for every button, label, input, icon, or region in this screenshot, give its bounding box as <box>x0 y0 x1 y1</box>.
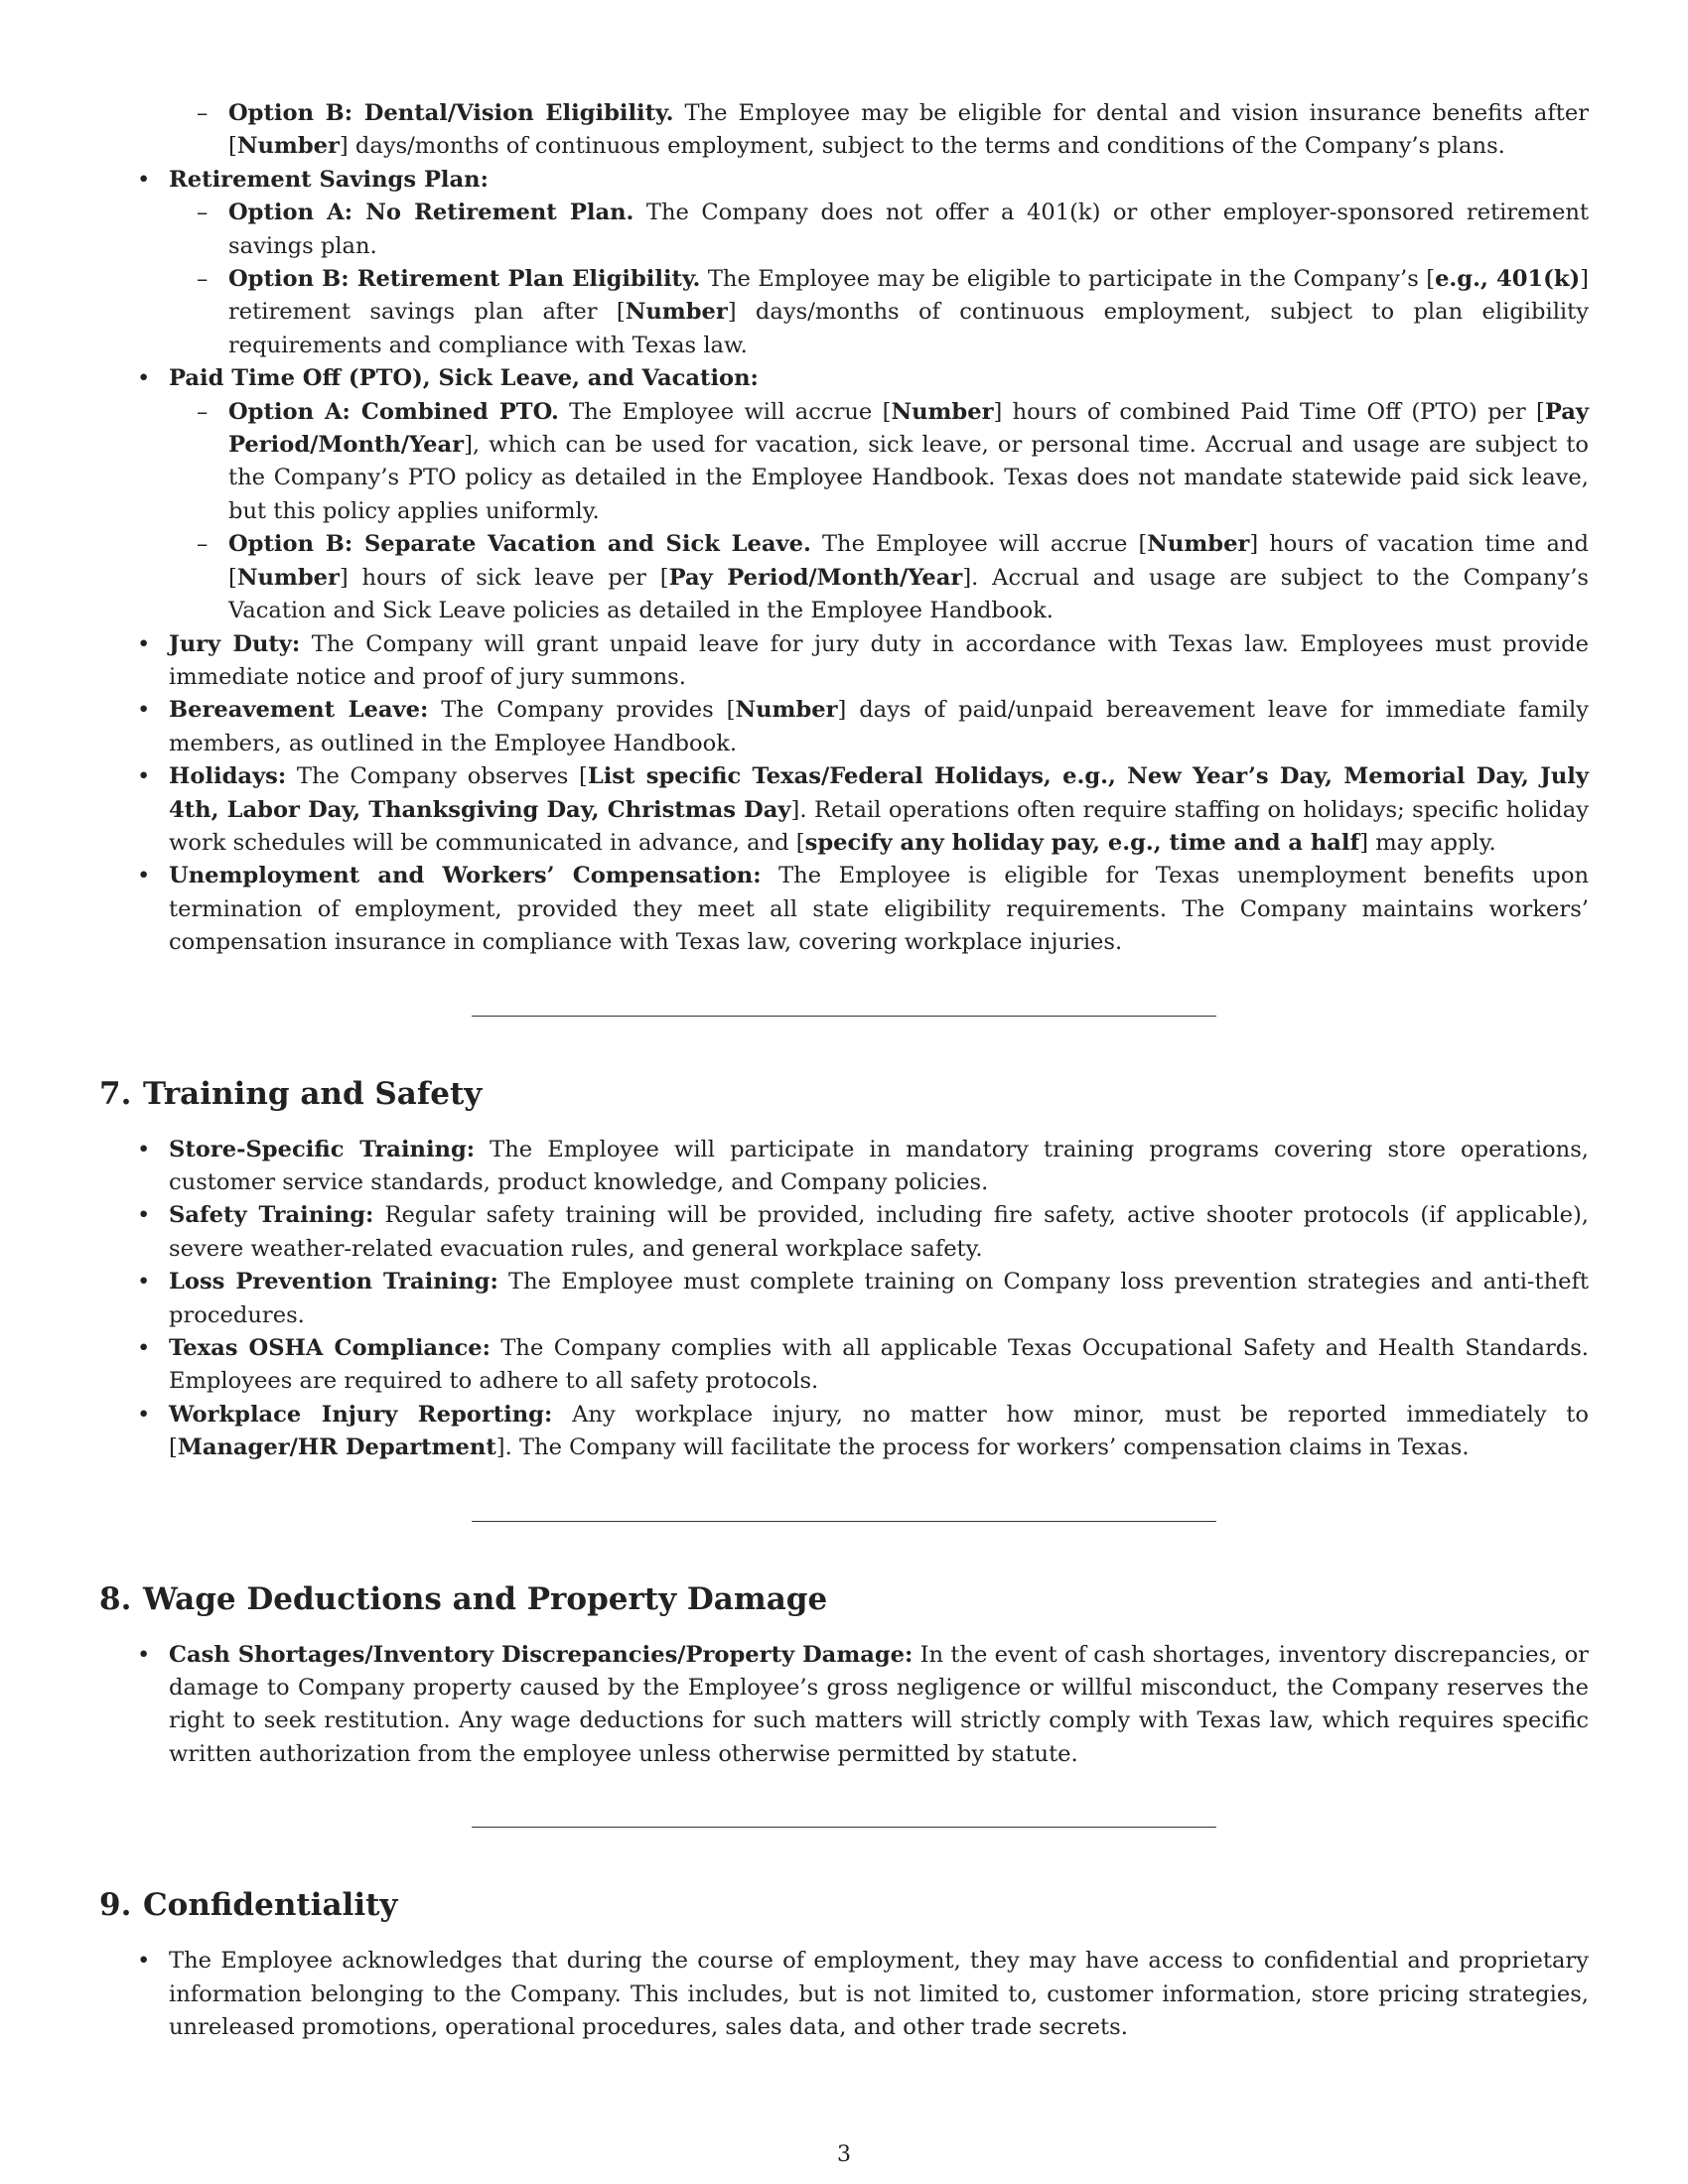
bullet-marker: • <box>137 365 151 392</box>
option-title: Option B: Dental/Vision Eligibility. <box>228 100 674 126</box>
bullet-marker: • <box>137 1641 151 1668</box>
list-item: • The Employee acknowledges that during the course of employment, they may have access to confidential and proprietary information belonging to the Company. This includes, but is not limited to, customer information, store pricing strategies, unreleased promotions, operational procedures, sales data, and other trade secrets. <box>99 1945 1589 2044</box>
jury-duty-item: • Jury Duty: The Company will grant unpaid leave for jury duty in accordance with Texas law. Employees must provide immediate notice and proof of jury summons. <box>99 628 1589 695</box>
bullet-marker: • <box>137 697 151 724</box>
section-divider <box>472 1521 1216 1522</box>
bullet-marker: • <box>137 1948 151 1975</box>
section-number: 7. <box>99 1075 132 1112</box>
placeholder: Pay Period/Month/Year <box>668 564 963 591</box>
placeholder: specify any holiday pay, e.g., time and a half <box>804 829 1360 856</box>
placeholder: Number <box>735 697 838 724</box>
list-item: • Workplace Injury Reporting: Any workplace injury, no matter how minor, must be reported immediately to [Manager/HR Department]. The Company will facilitate the process for workers’ compensation claims in Texas. <box>99 1399 1589 1465</box>
retirement-option-b: – Option B: Retirement Plan Eligibility. The Employee may be eligible to participate in the Company’s [e.g., 401(k)] retirement savings plan after [Number] days/months of continuous employment, subject to plan eligibility requirements and compliance with Texas law. <box>99 263 1589 362</box>
placeholder: Number <box>891 398 994 425</box>
unemployment-item: • Unemployment and Workers’ Compensation: The Employee is eligible for Texas unemployment benefits upon termination of employment, provided they meet all state eligibility requirements. The Company maintains workers’ compensation insurance in compliance with Texas law, covering workplace injuries. <box>99 860 1589 959</box>
bullet-marker: • <box>137 763 151 790</box>
section-7-heading <box>99 1074 1589 1114</box>
section-divider <box>472 1827 1216 1828</box>
option-title: Option B: Separate Vacation and Sick Leave. <box>228 531 811 558</box>
dash-marker: – <box>197 200 209 226</box>
option-title: Option A: No Retirement Plan. <box>228 200 634 226</box>
placeholder: Number <box>625 299 728 326</box>
bullet-marker: • <box>137 1202 151 1229</box>
list-item: • Texas OSHA Compliance: The Company complies with all applicable Texas Occupational Safety and Health Standards. Employees are required to adhere to all safety protocols. <box>99 1332 1589 1399</box>
section-divider <box>472 1016 1216 1017</box>
section-title: Confidentiality <box>143 1887 398 1924</box>
section-8-heading <box>99 1579 1589 1619</box>
bullet-marker: • <box>137 166 151 193</box>
section-9-heading <box>99 1885 1589 1925</box>
bullet-marker: • <box>137 1335 151 1361</box>
list-item: • Cash Shortages/Inventory Discrepancies/Property Damage: In the event of cash shortages, inventory discrepancies, or damage to Company property caused by the Employee’s gross negligence or willful misconduct, the Company reserves the right to seek restitution. Any wage deductions for such matters will strictly comply with Texas law, which requires specific written authorization from the employee unless otherwise permitted by statute. <box>99 1639 1589 1772</box>
list-item: • Safety Training: Regular safety training will be provided, including fire safety, active shooter protocols (if applicable), severe weather-related evacuation rules, and general workplace safety. <box>99 1199 1589 1266</box>
bullet-marker: • <box>137 863 151 889</box>
bereavement-item: • Bereavement Leave: The Company provides [Number] days of paid/unpaid bereavement leave for immediate family members, as outlined in the Employee Handbook. <box>99 694 1589 760</box>
page-content <box>99 97 1589 2044</box>
section-number: 9. <box>99 1887 132 1924</box>
placeholder: Pay Period/Month/Year <box>228 398 1589 459</box>
pto-heading: • Paid Time Off (PTO), Sick Leave, and Vacation: <box>99 362 1589 395</box>
option-title: Option A: Combined PTO. <box>228 398 559 425</box>
placeholder: Manager/HR Department <box>177 1434 496 1461</box>
list-item: • Loss Prevention Training: The Employee must complete training on Company loss prevention strategies and anti-theft procedures. <box>99 1266 1589 1332</box>
dash-marker: – <box>197 398 209 425</box>
pto-option-b: – Option B: Separate Vacation and Sick Leave. The Employee will accrue [Number] hours of vacation time and [Number] hours of sick leave per [Pay Period/Month/Year]. Accrual and usage are subject to the Company’s Vacation and Sick Leave policies as detailed in the Employee Handbook. <box>99 528 1589 627</box>
section-title: Training and Safety <box>143 1075 483 1112</box>
placeholder: Number <box>236 133 340 160</box>
section-title: Wage Deductions and Property Damage <box>143 1580 828 1617</box>
placeholder: e.g., 401(k) <box>1435 266 1581 293</box>
bullet-marker: • <box>137 1401 151 1428</box>
bullet-marker: • <box>137 1269 151 1296</box>
bullet-marker: • <box>137 630 151 657</box>
section-number: 8. <box>99 1580 132 1617</box>
pto-option-a: – Option A: Combined PTO. The Employee will accrue [Number] hours of combined Paid Time Off (PTO) per [Pay Period/Month/Year], which can be used for vacation, sick leave, or personal time. Accrual and usage are subject to the Company’s PTO policy as detailed in the Employee Handbook. Texas does not mandate statewide paid sick leave, but this policy applies uniformly. <box>99 396 1589 529</box>
retirement-heading: • Retirement Savings Plan: <box>99 164 1589 197</box>
list-item: • Store-Specific Training: The Employee will participate in mandatory training programs covering store operations, customer service standards, product knowledge, and Company policies. <box>99 1134 1589 1200</box>
dash-marker: – <box>197 531 209 558</box>
bullet-marker: • <box>137 1136 151 1162</box>
placeholder: Number <box>236 564 340 591</box>
dental-vision-option-b: – Option B: Dental/Vision Eligibility. The Employee may be eligible for dental and vision insurance benefits after [Number] days/months of continuous employment, subject to the terms and conditions of the Company’s plans. <box>99 97 1589 164</box>
dash-marker: – <box>197 266 209 293</box>
holidays-item: • Holidays: The Company observes [List specific Texas/Federal Holidays, e.g., New Year’s Day, Memorial Day, July 4th, Labor Day, Thanksgiving Day, Christmas Day]. Retail operations often require staffing on holidays; specific holiday work schedules will be communicated in advance, and [specify any holiday pay, e.g., time and a half] may apply. <box>99 760 1589 860</box>
page-number: 3 <box>837 2142 851 2167</box>
dash-marker: – <box>197 100 209 126</box>
placeholder: Number <box>1147 531 1250 558</box>
placeholder: List specific Texas/Federal Holidays, e.g., New Year’s Day, Memorial Day, July 4th, Labor Day, Thanksgiving Day, Christmas Day <box>169 763 1589 823</box>
option-title: Option B: Retirement Plan Eligibility. <box>228 266 701 293</box>
retirement-option-a: – Option A: No Retirement Plan. The Company does not offer a 401(k) or other employer-sponsored retirement savings plan. <box>99 197 1589 263</box>
